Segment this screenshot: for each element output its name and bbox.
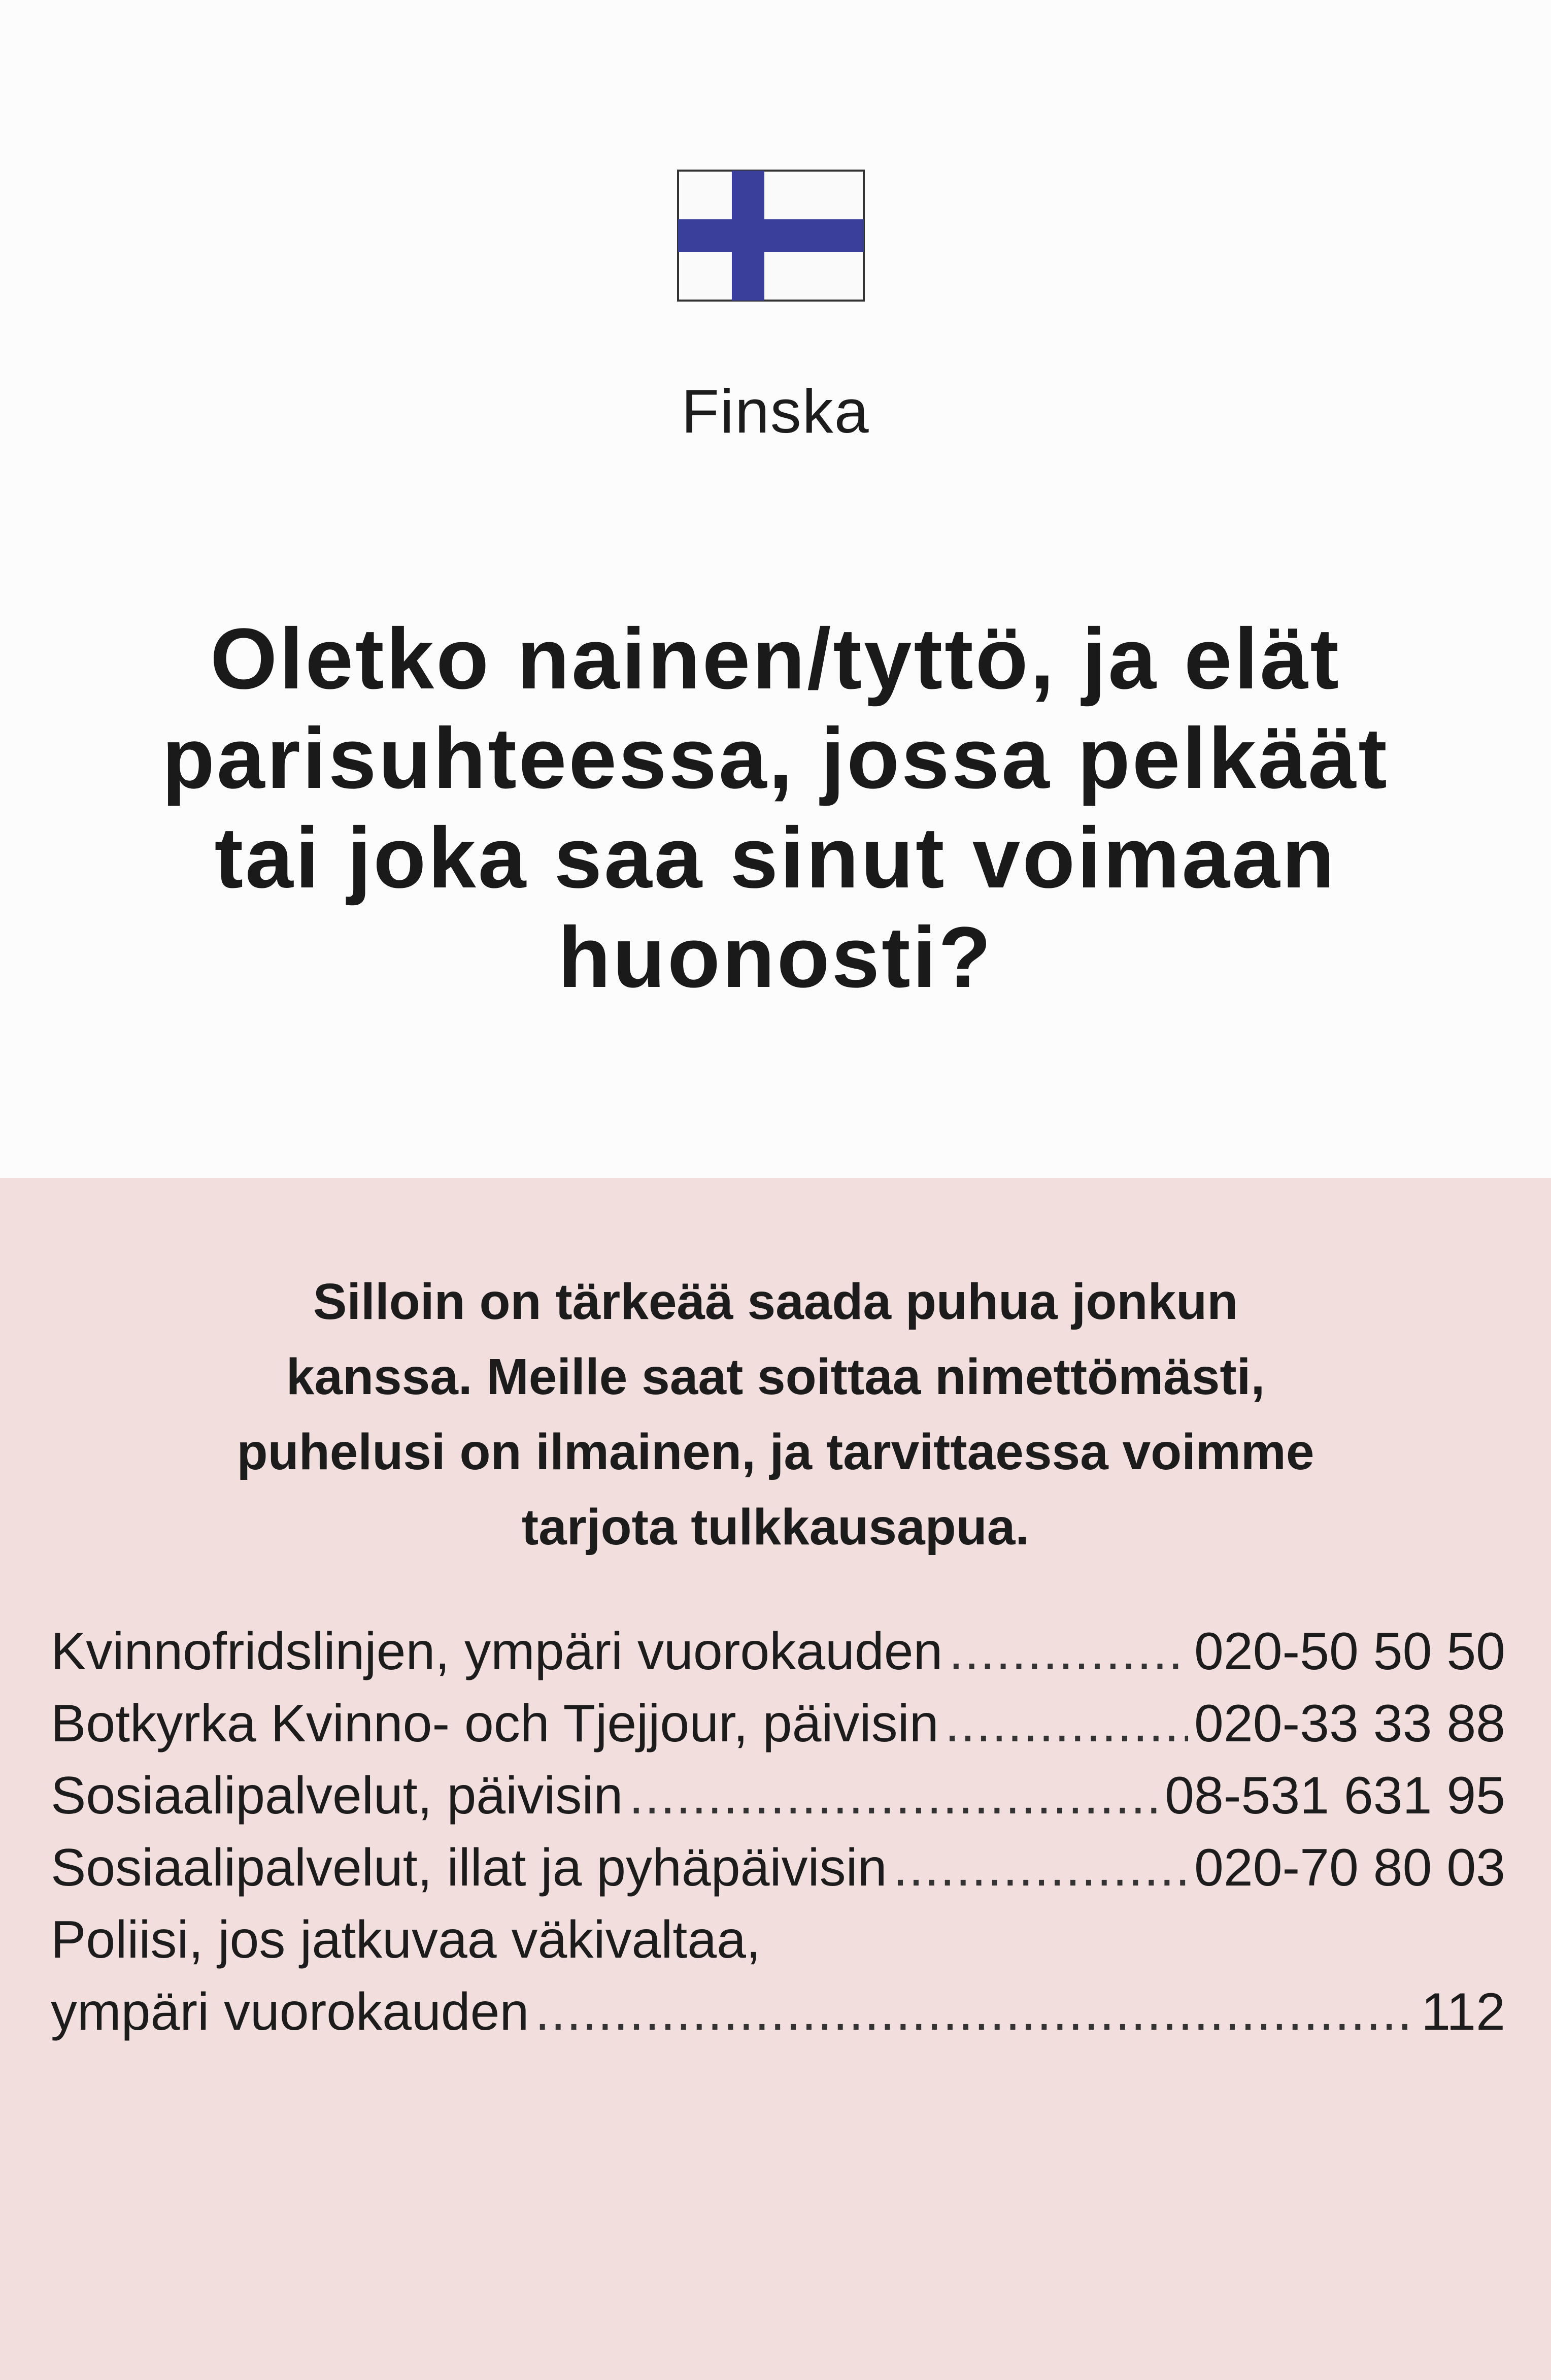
contact-name: Poliisi, jos jatkuvaa väkivaltaa, [51,1910,761,1969]
intro-line: Silloin on tärkeää saada puhua jonkun [313,1273,1238,1330]
header-section [0,0,1551,1178]
phone-number[interactable]: 08-531 631 95 [1165,1766,1505,1825]
contact-name: Botkyrka Kvinno- och Tjejjour, päivisin [51,1694,939,1753]
contact-name: Kvinnofridslinjen, ympäri vuorokauden [51,1622,943,1681]
intro-line: puhelusi on ilmainen, ja tarvittaessa voimme [237,1424,1314,1480]
info-panel [0,1178,1551,2380]
headline-line: Oletko nainen/tyttö, ja elät [210,611,1341,707]
headline-line: parisuhteessa, jossa pelkäät [162,710,1389,807]
dot-leader [629,1760,1159,1832]
contact-row [51,1688,1505,1760]
language-label: Finska [681,377,870,446]
contact-list [51,1615,1505,2048]
dot-leader [949,1615,1188,1688]
contact-row [51,1615,1505,1688]
dot-leader [535,1976,1415,2048]
phone-number[interactable]: 020-50 50 50 [1194,1622,1505,1681]
phone-number[interactable]: 020-70 80 03 [1194,1838,1505,1897]
contact-name: Sosiaalipalvelut, päivisin [51,1766,623,1825]
headline [76,609,1475,1007]
headline-line: huonosti? [558,909,993,1006]
intro-line: tarjota tulkkausapua. [521,1499,1030,1556]
contact-row [51,1976,1505,2048]
contact-name: ympäri vuorokauden [51,1982,529,2041]
contact-row [51,1832,1505,1904]
contact-row [51,1760,1505,1832]
phone-number[interactable]: 112 [1421,1982,1505,2041]
dot-leader [945,1688,1188,1760]
contact-name: Sosiaalipalvelut, illat ja pyhäpäivisin [51,1838,887,1897]
contact-row-first-line [51,1904,1505,1976]
dot-leader [893,1832,1188,1904]
intro-text [102,1264,1449,1565]
phone-number[interactable]: 020-33 33 88 [1194,1694,1505,1753]
headline-line: tai joka saa sinut voimaan [214,810,1337,906]
finnish-flag-icon [677,170,865,302]
intro-line: kanssa. Meille saat soittaa nimettömästi, [286,1348,1265,1405]
